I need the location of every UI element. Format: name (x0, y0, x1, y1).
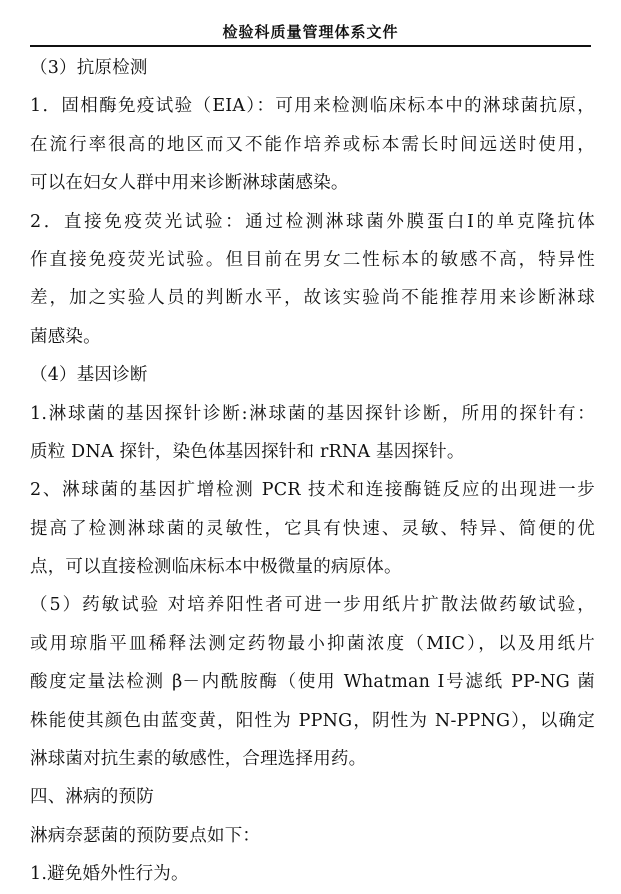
text-line: 2、淋球菌的基因扩增检测 PCR 技术和连接酶链反应的出现进一步 (30, 480, 595, 501)
document-header-title: 检验科质量管理体系文件 (222, 23, 399, 41)
text-line: 酸度定量法检测 β－内酰胺酶（使用 Whatman Ⅰ号滤纸 PP-NG 菌 (30, 672, 595, 693)
text-line: 作直接免疫荧光试验。但目前在男女二性标本的敏感不高，特异性 (30, 249, 595, 270)
text-line: 在流行率很高的地区而又不能作培养或标本需长时间远送时使用， (30, 134, 595, 155)
text-line: 提高了检测淋球菌的灵敏性，它具有快速、灵敏、特异、简便的优 (30, 518, 595, 539)
section-heading-antigen-detection: （3）抗原检测 (30, 58, 148, 78)
text-line: 1.淋球菌的基因探针诊断:淋球菌的基因探针诊断，所用的探针有： (30, 403, 595, 424)
text-line: 淋球菌对抗生素的敏感性，合理选择用药。 (30, 749, 367, 770)
text-line: 1.避免婚外性行为。 (30, 864, 189, 885)
header-rule (30, 45, 591, 47)
document-body (30, 49, 595, 894)
text-line: 差，加之实验人员的判断水平，故该实验尚不能推荐用来诊断淋球 (30, 288, 595, 309)
section-heading-gene-diagnosis: （4）基因诊断 (30, 365, 148, 386)
text-line: 菌感染。 (30, 326, 101, 347)
text-line: 点，可以直接检测临床标本中极微量的病原体。 (30, 557, 402, 578)
text-line: 质粒 DNA 探针，染色体基因探针和 rRNA 基因探针。 (30, 441, 465, 462)
section-heading-drug-sensitivity: （5）药敏试验 对培养阳性者可进一步用纸片扩散法做药敏试验， (30, 595, 595, 616)
text-line: 可以在妇女人群中用来诊断淋球菌感染。 (30, 173, 349, 194)
text-line: 2．直接免疫荧光试验：通过检测淋球菌外膜蛋白Ⅰ的单克隆抗体 (30, 211, 595, 232)
text-line: 株能使其颜色由蓝变黄，阳性为 PPNG，阴性为 N-PPNG），以确定 (30, 710, 595, 731)
text-line: 淋病奈瑟菌的预防要点如下： (30, 825, 261, 846)
text-line: 或用琼脂平皿稀释法测定药物最小抑菌浓度（MIC），以及用纸片 (30, 633, 595, 654)
section-heading-prevention: 四、淋病的预防 (30, 787, 154, 808)
text-line: 1．固相酶免疫试验（EIA）：可用来检测临床标本中的淋球菌抗原， (30, 96, 595, 117)
